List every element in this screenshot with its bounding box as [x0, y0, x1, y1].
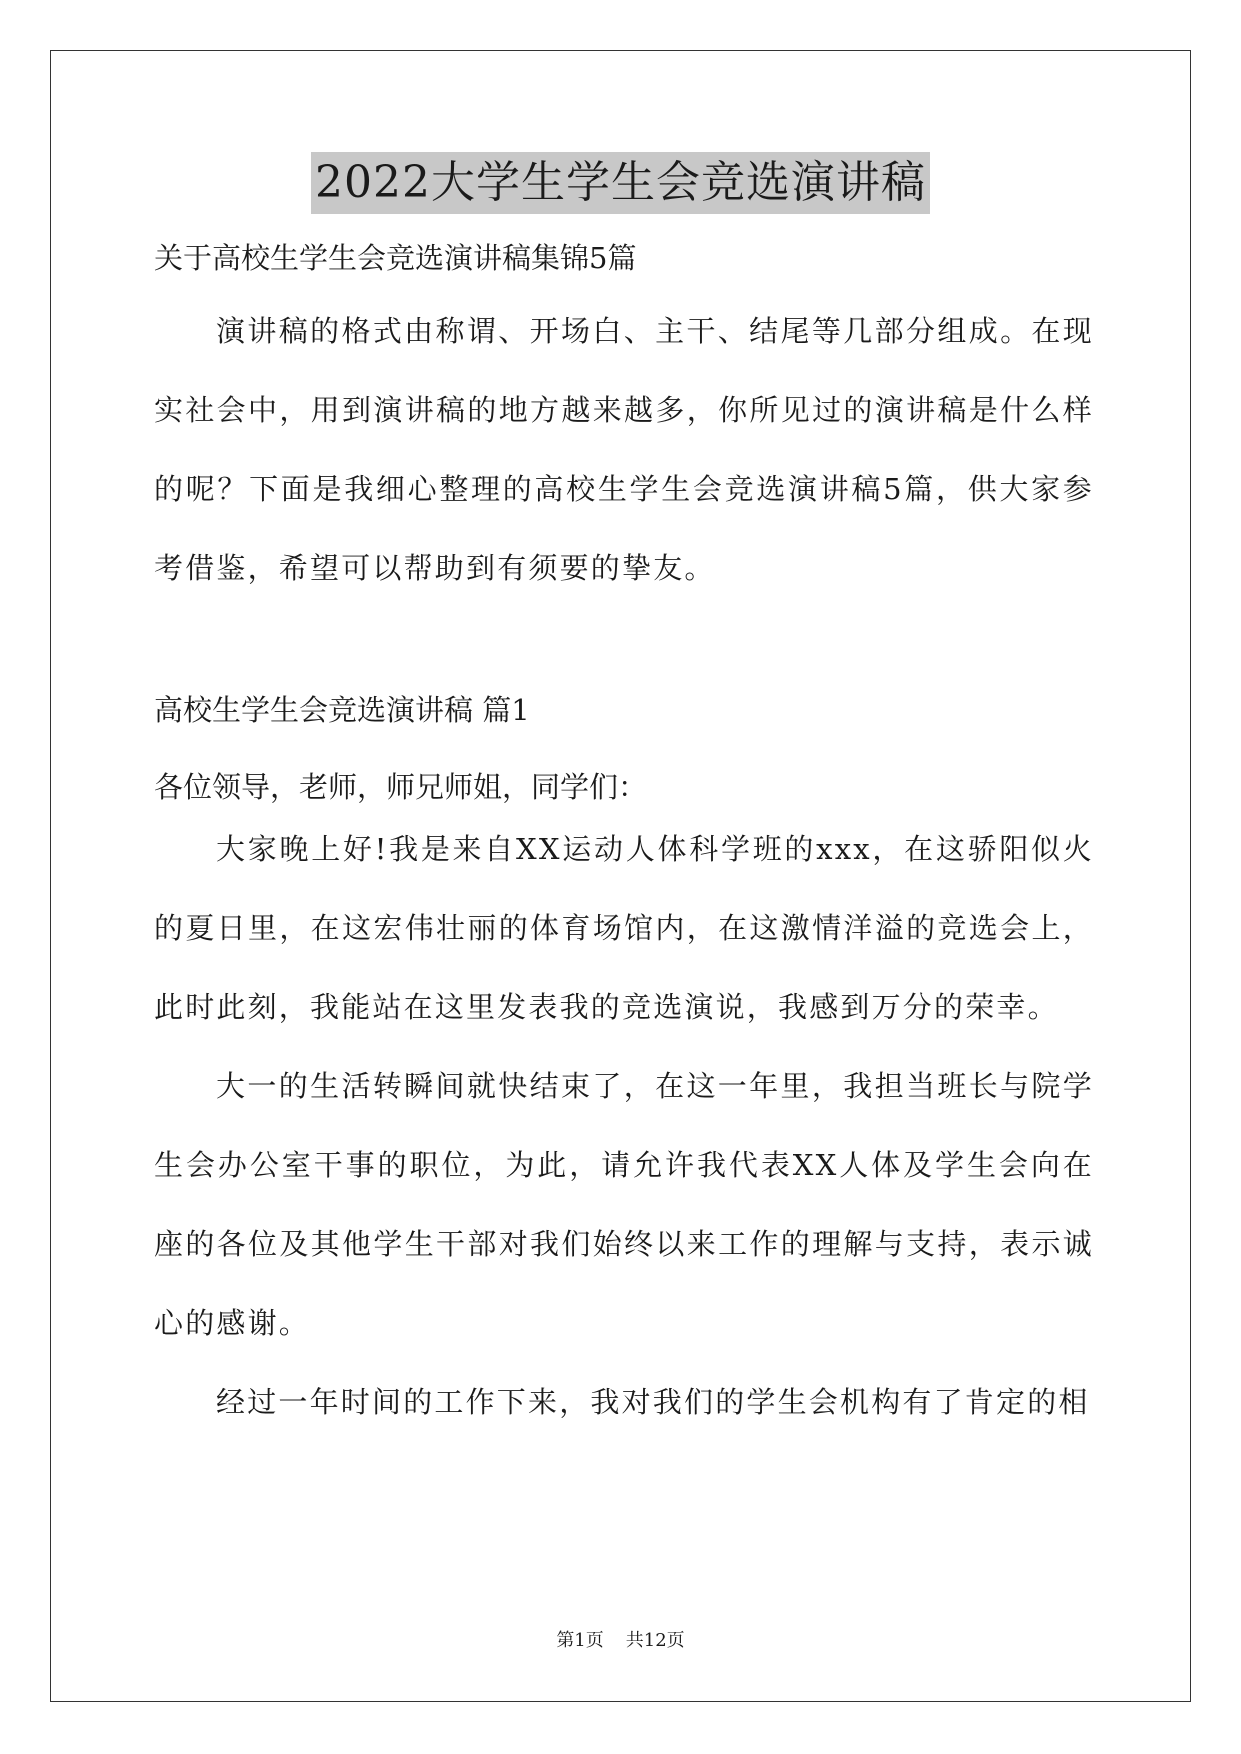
- title-container: [0, 152, 1241, 214]
- page-total: 共12页: [625, 1630, 685, 1651]
- page-footer: [0, 1628, 1241, 1654]
- document-subtitle: 关于高校生学生会竞选演讲稿集锦5篇: [154, 241, 637, 275]
- intro-paragraph: 演讲稿的格式由称谓、开场白、主干、结尾等几部分组成。在现实社会中，用到演讲稿的地方越来越多，你所见过的演讲稿是什么样的呢？下面是我细心整理的高校生学生会竞选演讲稿5篇，供大家参考借鉴，希望可以帮助到有须要的挚友。: [154, 314, 1094, 585]
- greeting: 各位领导，老师，师兄师姐，同学们：: [154, 770, 648, 804]
- document-title: 2022大学生学生会竞选演讲稿: [311, 152, 930, 214]
- section-heading: 高校生学生会竞选演讲稿 篇1: [154, 693, 530, 727]
- body-paragraph-1: 大家晚上好!我是来自XX运动人体科学班的xxx，在这骄阳似火的夏日里，在这宏伟壮丽的体育场馆内，在这激情洋溢的竞选会上，此时此刻，我能站在这里发表我的竞选演说，我感到万分的荣幸。: [154, 832, 1094, 1024]
- page-number: 第1页: [556, 1630, 604, 1651]
- body-paragraph-3: 经过一年时间的工作下来，我对我们的学生会机构有了肯定的相: [216, 1385, 1090, 1419]
- body-paragraph-2: 大一的生活转瞬间就快结束了，在这一年里，我担当班长与院学生会办公室干事的职位，为此，请允许我代表XX人体及学生会向在座的各位及其他学生干部对我们始终以来工作的理解与支持，表示诚心的感谢。: [154, 1069, 1094, 1340]
